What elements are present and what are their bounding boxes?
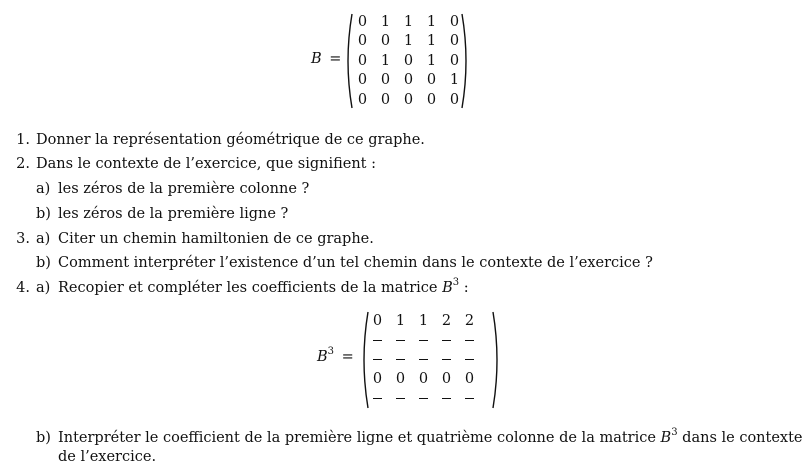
q1-number: 1. [16, 132, 30, 148]
matrix-b-row [351, 12, 466, 32]
q2-text: Dans le contexte de l’exercice, que signifient : [36, 156, 377, 172]
matrix-b-cell: 0 [403, 52, 414, 69]
matrix-b-cell: 0 [357, 52, 368, 69]
blank-entry [442, 398, 451, 399]
matrix-b-row [351, 32, 466, 52]
q4b-exponent: 3 [671, 427, 678, 439]
blank-entry [373, 398, 382, 399]
matrix-b3-cell [389, 332, 412, 348]
matrix-b-row [351, 71, 466, 91]
q4b-matrix-name: B [660, 430, 672, 446]
matrix-b3-cell: 1 [395, 312, 406, 329]
q4b-number: b) [36, 430, 51, 446]
matrix-b3-cell [458, 352, 481, 368]
matrix-b3-cell [458, 391, 481, 407]
q2a-text: les zéros de la première colonne ? [58, 181, 310, 197]
blank-entry [396, 359, 405, 360]
matrix-b3-cell [412, 352, 435, 368]
q1-text: Donner la représentation géométrique de ce graphe. [36, 132, 425, 148]
matrix-b3-label [317, 346, 354, 365]
q2a-number: a) [36, 181, 51, 197]
matrix-b-cell: 0 [380, 91, 391, 108]
matrix-b-cell: 0 [357, 33, 368, 50]
matrix-b3-cell [435, 332, 458, 348]
matrix-b [344, 12, 470, 110]
matrix-b3-exponent: 3 [327, 346, 335, 358]
matrix-b3-row [366, 350, 481, 370]
q3-number: 3. [16, 231, 30, 247]
matrix-b3-cell: 0 [395, 371, 406, 388]
matrix-b-cell: 0 [403, 91, 414, 108]
q3a-number: a) [36, 231, 51, 247]
matrix-b3-row [366, 389, 481, 409]
matrix-b3-cell: 2 [464, 312, 475, 329]
matrix-b3-cell: 0 [418, 371, 429, 388]
blank-entry [419, 398, 428, 399]
blank-entry [419, 340, 428, 341]
matrix-b3-cell: 2 [441, 312, 452, 329]
blank-entry [396, 340, 405, 341]
blank-entry [396, 398, 405, 399]
blank-entry [465, 340, 474, 341]
q4-number: 4. [16, 280, 30, 296]
matrix-b-cell: 1 [403, 33, 414, 50]
matrix-b3-cell [458, 332, 481, 348]
q4a-text [58, 279, 469, 297]
matrix-b3-row [366, 370, 481, 390]
matrix-b-cell: 1 [403, 13, 414, 30]
matrix-b3-row [366, 331, 481, 351]
q4b-text-before: Interpréter le coefficient de la première ligne et quatrième colonne de la matrice [58, 430, 656, 446]
matrix-b3-cells [366, 311, 481, 409]
matrix-b-cell: 1 [426, 52, 437, 69]
right-parenthesis [460, 12, 470, 110]
q2b-number: b) [36, 206, 51, 222]
matrix-b-cell: 0 [449, 33, 460, 50]
q4a-matrix-name: B [442, 280, 453, 296]
matrix-b-cell: 1 [380, 13, 391, 30]
matrix-b-cell: 0 [357, 13, 368, 30]
matrix-b3-cell [389, 391, 412, 407]
matrix-b-cell: 0 [426, 72, 437, 89]
blank-entry [465, 359, 474, 360]
q2b-text: les zéros de la première ligne ? [58, 206, 289, 222]
q4a-exponent: 3 [452, 277, 460, 289]
blank-entry [419, 359, 428, 360]
matrix-b-cell: 1 [426, 33, 437, 50]
q3a-text: Citer un chemin hamiltonien de ce graphe. [58, 231, 374, 247]
matrix-b3-cell: 0 [464, 371, 475, 388]
blank-entry [373, 359, 382, 360]
matrix-b-cell: 0 [357, 72, 368, 89]
matrix-b-row [351, 90, 466, 110]
matrix-b-cell: 0 [380, 33, 391, 50]
q4a-number: a) [36, 280, 51, 296]
matrix-b3-cell [389, 352, 412, 368]
matrix-b3-cell [435, 352, 458, 368]
matrix-b3-name: B [317, 349, 328, 365]
matrix-b3-cell: 0 [441, 371, 452, 388]
blank-entry [373, 340, 382, 341]
matrix-b3 [360, 310, 502, 410]
matrix-b3-cell [366, 352, 389, 368]
matrix-b-cell: 0 [449, 91, 460, 108]
matrix-b-row [351, 51, 466, 71]
matrix-b-label [311, 51, 341, 67]
matrix-b-cell: 1 [426, 13, 437, 30]
matrix-b-name: B [311, 51, 322, 67]
blank-entry [465, 398, 474, 399]
matrix-b-cell: 0 [449, 13, 460, 30]
matrix-b3-equals: = [341, 349, 354, 365]
q3b-number: b) [36, 255, 51, 271]
matrix-b-cell: 0 [426, 91, 437, 108]
q4b-text-after: dans le contexte [677, 430, 803, 446]
q4a-text-after: : [459, 280, 469, 296]
matrix-b-cells [351, 12, 466, 110]
matrix-b-cell: 0 [380, 72, 391, 89]
matrix-b-cell: 1 [380, 52, 391, 69]
matrix-b-equals: = [329, 51, 342, 67]
q2-number: 2. [16, 156, 30, 172]
matrix-b3-cell [366, 391, 389, 407]
matrix-b3-cell: 1 [418, 312, 429, 329]
matrix-b3-cell [366, 332, 389, 348]
matrix-b-cell: 0 [357, 91, 368, 108]
matrix-b-cell: 0 [449, 52, 460, 69]
matrix-b3-cell [412, 332, 435, 348]
q3b-text: Comment interpréter l’existence d’un tel chemin dans le contexte de l’exercice ? [58, 255, 653, 271]
blank-entry [442, 340, 451, 341]
matrix-b-cell: 1 [449, 72, 460, 89]
matrix-b3-cell [435, 391, 458, 407]
matrix-b3-cell: 0 [372, 371, 383, 388]
q4a-text-before: Recopier et compléter les coefficients de la matrice [58, 280, 438, 296]
matrix-b3-cell [412, 391, 435, 407]
matrix-b-cell: 0 [403, 72, 414, 89]
q4b-text-line2: de l’exercice. [58, 449, 157, 465]
right-parenthesis [491, 310, 501, 410]
matrix-b3-row [366, 311, 481, 331]
q4b-text [58, 429, 803, 447]
blank-entry [442, 359, 451, 360]
matrix-b3-cell: 0 [372, 312, 383, 329]
